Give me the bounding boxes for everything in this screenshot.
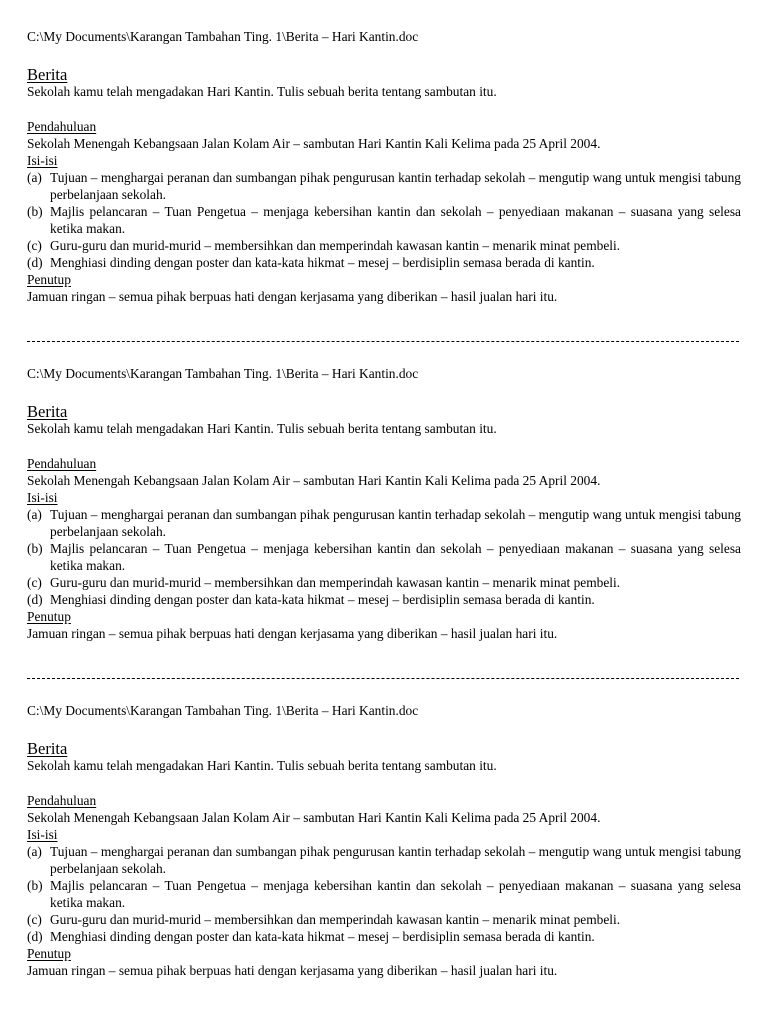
closing-text: Jamuan ringan – semua pihak berpuas hati dengan kerjasama yang diberikan – hasil jualan hari itu. bbox=[27, 626, 558, 641]
task-instruction: Sekolah kamu telah mengadakan Hari Kantin. Tulis sebuah berita tentang sambutan itu. bbox=[27, 758, 497, 773]
point-text: Guru-guru dan murid-murid – membersihkan dan memperindah kawasan kantin – menarik minat pembeli. bbox=[50, 912, 621, 927]
point-marker: (c) bbox=[27, 575, 42, 590]
point-item bbox=[27, 591, 741, 608]
point-item bbox=[27, 169, 741, 203]
intro-text: Sekolah Menengah Kebangsaan Jalan Kolam Air – sambutan Hari Kantin Kali Kelima pada 25 April 2004. bbox=[27, 473, 601, 488]
closing-heading: Penutup bbox=[27, 272, 71, 287]
document-copy-2 bbox=[27, 365, 741, 642]
point-item bbox=[27, 928, 741, 945]
point-text: Menghiasi dinding dengan poster dan kata-kata hikmat – mesej – berdisiplin semasa berada di kantin. bbox=[50, 592, 595, 607]
file-path: C:\My Documents\Karangan Tambahan Ting. 1\Berita – Hari Kantin.doc bbox=[27, 366, 419, 381]
point-item bbox=[27, 506, 741, 540]
body-heading: Isi-isi bbox=[27, 490, 58, 505]
point-list bbox=[27, 506, 741, 608]
point-marker: (b) bbox=[27, 541, 43, 556]
file-path: C:\My Documents\Karangan Tambahan Ting. 1\Berita – Hari Kantin.doc bbox=[27, 29, 419, 44]
point-marker: (a) bbox=[27, 844, 42, 859]
point-marker: (b) bbox=[27, 204, 43, 219]
point-text: Tujuan – menghargai peranan dan sumbangan pihak pengurusan kantin terhadap sekolah – mengutip wang untuk mengisi tabung perbelanjaan sekolah. bbox=[50, 844, 741, 876]
closing-text: Jamuan ringan – semua pihak berpuas hati dengan kerjasama yang diberikan – hasil jualan hari itu. bbox=[27, 289, 558, 304]
point-list bbox=[27, 169, 741, 271]
point-item bbox=[27, 254, 741, 271]
point-text: Tujuan – menghargai peranan dan sumbangan pihak pengurusan kantin terhadap sekolah – mengutip wang untuk mengisi tabung perbelanjaan sekolah. bbox=[50, 507, 741, 539]
dashed-separator bbox=[27, 341, 739, 342]
document-copy-3 bbox=[27, 702, 741, 979]
point-item bbox=[27, 574, 741, 591]
point-text: Majlis pelancaran – Tuan Pengetua – menjaga kebersihan kantin dan sekolah – penyediaan makanan – suasana yang selesa ketika makan. bbox=[50, 204, 741, 236]
point-text: Majlis pelancaran – Tuan Pengetua – menjaga kebersihan kantin dan sekolah – penyediaan makanan – suasana yang selesa ketika makan. bbox=[50, 878, 741, 910]
point-marker: (a) bbox=[27, 170, 42, 185]
point-text: Majlis pelancaran – Tuan Pengetua – menjaga kebersihan kantin dan sekolah – penyediaan makanan – suasana yang selesa ketika makan. bbox=[50, 541, 741, 573]
task-instruction: Sekolah kamu telah mengadakan Hari Kantin. Tulis sebuah berita tentang sambutan itu. bbox=[27, 421, 497, 436]
closing-text: Jamuan ringan – semua pihak berpuas hati dengan kerjasama yang diberikan – hasil jualan hari itu. bbox=[27, 963, 558, 978]
point-marker: (c) bbox=[27, 912, 42, 927]
point-marker: (b) bbox=[27, 878, 43, 893]
intro-heading: Pendahuluan bbox=[27, 119, 97, 134]
point-item bbox=[27, 877, 741, 911]
intro-heading: Pendahuluan bbox=[27, 793, 97, 808]
point-text: Tujuan – menghargai peranan dan sumbangan pihak pengurusan kantin terhadap sekolah – mengutip wang untuk mengisi tabung perbelanjaan sekolah. bbox=[50, 170, 741, 202]
dashed-separator bbox=[27, 678, 739, 679]
point-item bbox=[27, 843, 741, 877]
point-text: Menghiasi dinding dengan poster dan kata-kata hikmat – mesej – berdisiplin semasa berada di kantin. bbox=[50, 929, 595, 944]
point-text: Menghiasi dinding dengan poster dan kata-kata hikmat – mesej – berdisiplin semasa berada di kantin. bbox=[50, 255, 595, 270]
point-item bbox=[27, 203, 741, 237]
closing-heading: Penutup bbox=[27, 946, 71, 961]
intro-heading: Pendahuluan bbox=[27, 456, 97, 471]
task-instruction: Sekolah kamu telah mengadakan Hari Kantin. Tulis sebuah berita tentang sambutan itu. bbox=[27, 84, 497, 99]
document-title: Berita bbox=[27, 402, 68, 421]
point-item bbox=[27, 540, 741, 574]
point-text: Guru-guru dan murid-murid – membersihkan dan memperindah kawasan kantin – menarik minat pembeli. bbox=[50, 575, 621, 590]
document-title: Berita bbox=[27, 65, 68, 84]
point-list bbox=[27, 843, 741, 945]
closing-heading: Penutup bbox=[27, 609, 71, 624]
body-heading: Isi-isi bbox=[27, 827, 58, 842]
point-marker: (c) bbox=[27, 238, 42, 253]
intro-text: Sekolah Menengah Kebangsaan Jalan Kolam Air – sambutan Hari Kantin Kali Kelima pada 25 April 2004. bbox=[27, 810, 601, 825]
point-text: Guru-guru dan murid-murid – membersihkan dan memperindah kawasan kantin – menarik minat pembeli. bbox=[50, 238, 621, 253]
point-item bbox=[27, 911, 741, 928]
body-heading: Isi-isi bbox=[27, 153, 58, 168]
point-marker: (a) bbox=[27, 507, 42, 522]
file-path: C:\My Documents\Karangan Tambahan Ting. 1\Berita – Hari Kantin.doc bbox=[27, 703, 419, 718]
intro-text: Sekolah Menengah Kebangsaan Jalan Kolam Air – sambutan Hari Kantin Kali Kelima pada 25 April 2004. bbox=[27, 136, 601, 151]
document-copy-1 bbox=[27, 28, 741, 305]
document-title: Berita bbox=[27, 739, 68, 758]
point-item bbox=[27, 237, 741, 254]
point-marker: (d) bbox=[27, 929, 43, 944]
point-marker: (d) bbox=[27, 592, 43, 607]
point-marker: (d) bbox=[27, 255, 43, 270]
